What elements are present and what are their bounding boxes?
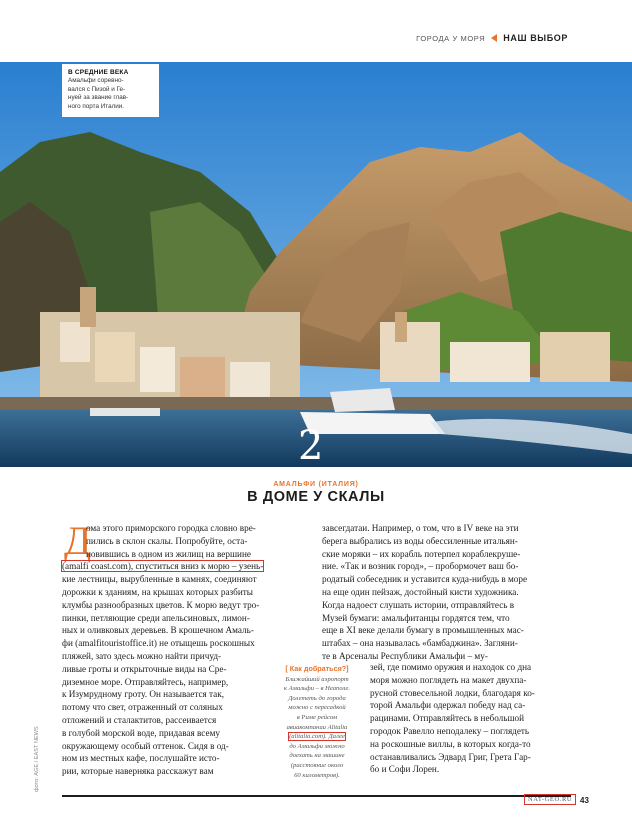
- sidebar-line: до Амальфи можно: [289, 742, 345, 750]
- sidebar-line: авиакомпании Alitalia: [286, 723, 348, 731]
- text-line: окружающему особый оттенок. Сидя в од-: [62, 740, 229, 751]
- text-line: пились в склон скалы. Попробуйте, оста-: [86, 535, 248, 546]
- caption-line: ного порта Италии.: [68, 102, 125, 110]
- sidebar-heading: [ Как добраться?]: [285, 664, 349, 673]
- text-line: еще в XI веке делали бумагу в промышленных мас-: [322, 625, 524, 636]
- text-line: те в Арсеналы Республики Амальфи – му-: [322, 650, 488, 661]
- amalficoast-link[interactable]: (amalfi coast.com), спуститься вниз к морю – узень-: [62, 561, 264, 572]
- text-line: ных и оливковых деревьев. В крошечном Амаль-: [62, 625, 254, 636]
- sidebar-line: к Амальфи – в Неаполе.: [283, 685, 351, 693]
- text-line: отложений и сталактитов, рассеивается: [62, 714, 217, 725]
- text-line: пляжей, зато здесь можно найти причуд-: [62, 650, 222, 661]
- article-column-2: [322, 522, 570, 663]
- section-name: ГОРОДА У МОРЯ: [416, 33, 486, 43]
- arrow-left-icon: [491, 34, 497, 42]
- text-line: ном из местных кафе, послушайте исто-: [62, 753, 220, 764]
- text-line: диземное море. Отправляйтесь, например,: [62, 676, 229, 687]
- text-line-with-link: [62, 560, 310, 573]
- text-line: потому что свет, отраженный от соляных: [62, 702, 223, 713]
- photo-credit: фото: AGE / EAST NEWS: [34, 726, 40, 792]
- text-line: останавливались Эдвард Григ, Грета Гар-: [370, 751, 531, 762]
- text-line: кие лестницы, вырубленные в камнях, соединяют: [62, 574, 257, 585]
- text-line: Музей бумаги: амальфитанцы гордятся тем, что: [322, 612, 510, 623]
- text-line: завсегдатаи. Например, о том, что в IV веке на эти: [322, 523, 519, 533]
- caption-line: вался с Пизой и Ге-: [68, 85, 126, 93]
- caption-line: Амальфи соревно-: [68, 77, 124, 85]
- site-link[interactable]: NAT-GEO.RU: [525, 795, 575, 804]
- sidebar-line: (расстояние около: [290, 761, 344, 769]
- text-line: моря можно поглядеть на макет двухпа-: [370, 674, 527, 685]
- drop-cap: Д: [64, 518, 92, 563]
- text-line: рацинами. Отправляйтесь в небольшой: [370, 713, 525, 724]
- text-line: в голубой морской воде, придавая всему: [62, 727, 220, 738]
- text-line: зей, где помимо оружия и находок со дна: [370, 662, 532, 672]
- text-line: торой Амальфи одержал победу над са-: [370, 700, 526, 711]
- text-line: родатый собеседник и уставится куда-нибудь в море: [322, 574, 528, 585]
- text-line: Когда надоест слушать истории, отправляйтесь в: [322, 599, 515, 610]
- sidebar-line: доехать на машине: [289, 752, 345, 760]
- text-line: ливые гроты и открыточные виды на Сре-: [62, 663, 227, 674]
- how-to-get-there-sidebar: [270, 664, 364, 780]
- article-kicker: АМАЛЬФИ (ИТАЛИЯ): [273, 481, 359, 488]
- text-line: ские моряки – их корабль потерпел кораблекруше-: [322, 548, 521, 559]
- article-title: В ДОМЕ У СКАЛЫ: [247, 489, 385, 505]
- sidebar-line: 60 километров).: [294, 771, 340, 779]
- footer-rule: [62, 795, 571, 797]
- photo-caption: [62, 64, 159, 117]
- text-line: дорожки к зданиям, на крышах которых разбиты: [62, 586, 253, 597]
- text-line: новившись в одном из жилищ на вершине: [86, 548, 251, 559]
- caption-heading: В СРЕДНИЕ ВЕКА: [68, 69, 129, 76]
- section-title: НАШ ВЫБОР: [503, 33, 568, 43]
- sidebar-line: можно с пересадкой: [288, 704, 346, 712]
- text-line: пинки, петляющие среди апельсиновых, лимон-: [62, 612, 250, 623]
- text-line: городок Равелло неподалеку – поглядеть: [370, 725, 530, 736]
- text-line: русной стовесельной лодки, благодаря ко-: [370, 687, 535, 698]
- text-line: ние. «Так и возник город», – пробормочет ваш бо-: [322, 561, 519, 572]
- text-line: штабах – она называлась «бамбаджина». Загляни-: [322, 638, 518, 649]
- text-line: фи (amalfitouristoffice.it) не отыщешь роскошных: [62, 638, 255, 649]
- sidebar-line: Ближайший аэропорт: [285, 675, 349, 683]
- text-line: ома этого приморского городка словно вре-: [86, 523, 256, 533]
- text-line: к Изумрудному гроту. Он называется так,: [62, 689, 225, 700]
- sidebar-line-with-link: [270, 732, 364, 742]
- alitalia-link[interactable]: (alitalia.com). Далее: [289, 733, 345, 741]
- section-header: [416, 33, 568, 43]
- amalfi-photo: [0, 62, 632, 467]
- caption-line: нуей за звание глав-: [68, 94, 129, 102]
- article-column-2-continued: [370, 661, 570, 776]
- text-line: на еще один пейзаж, достойный кисти художника.: [322, 586, 519, 597]
- text-line: берега выбрались из воды обессиленные итальян-: [322, 535, 518, 546]
- text-line: на роскошные виллы, в которых когда-то: [370, 738, 531, 749]
- page-number: 43: [580, 796, 589, 805]
- text-line: рии, которые наверняка расскажут вам: [62, 766, 214, 777]
- text-line: клумбы разнообразных цветов. К морю ведут тро-: [62, 599, 260, 610]
- sidebar-line: Долететь до города: [288, 694, 346, 702]
- text-line: бо и Софи Лорен.: [370, 764, 440, 775]
- sidebar-line: в Риме рейсом: [296, 713, 338, 721]
- article-number: 2: [298, 423, 324, 469]
